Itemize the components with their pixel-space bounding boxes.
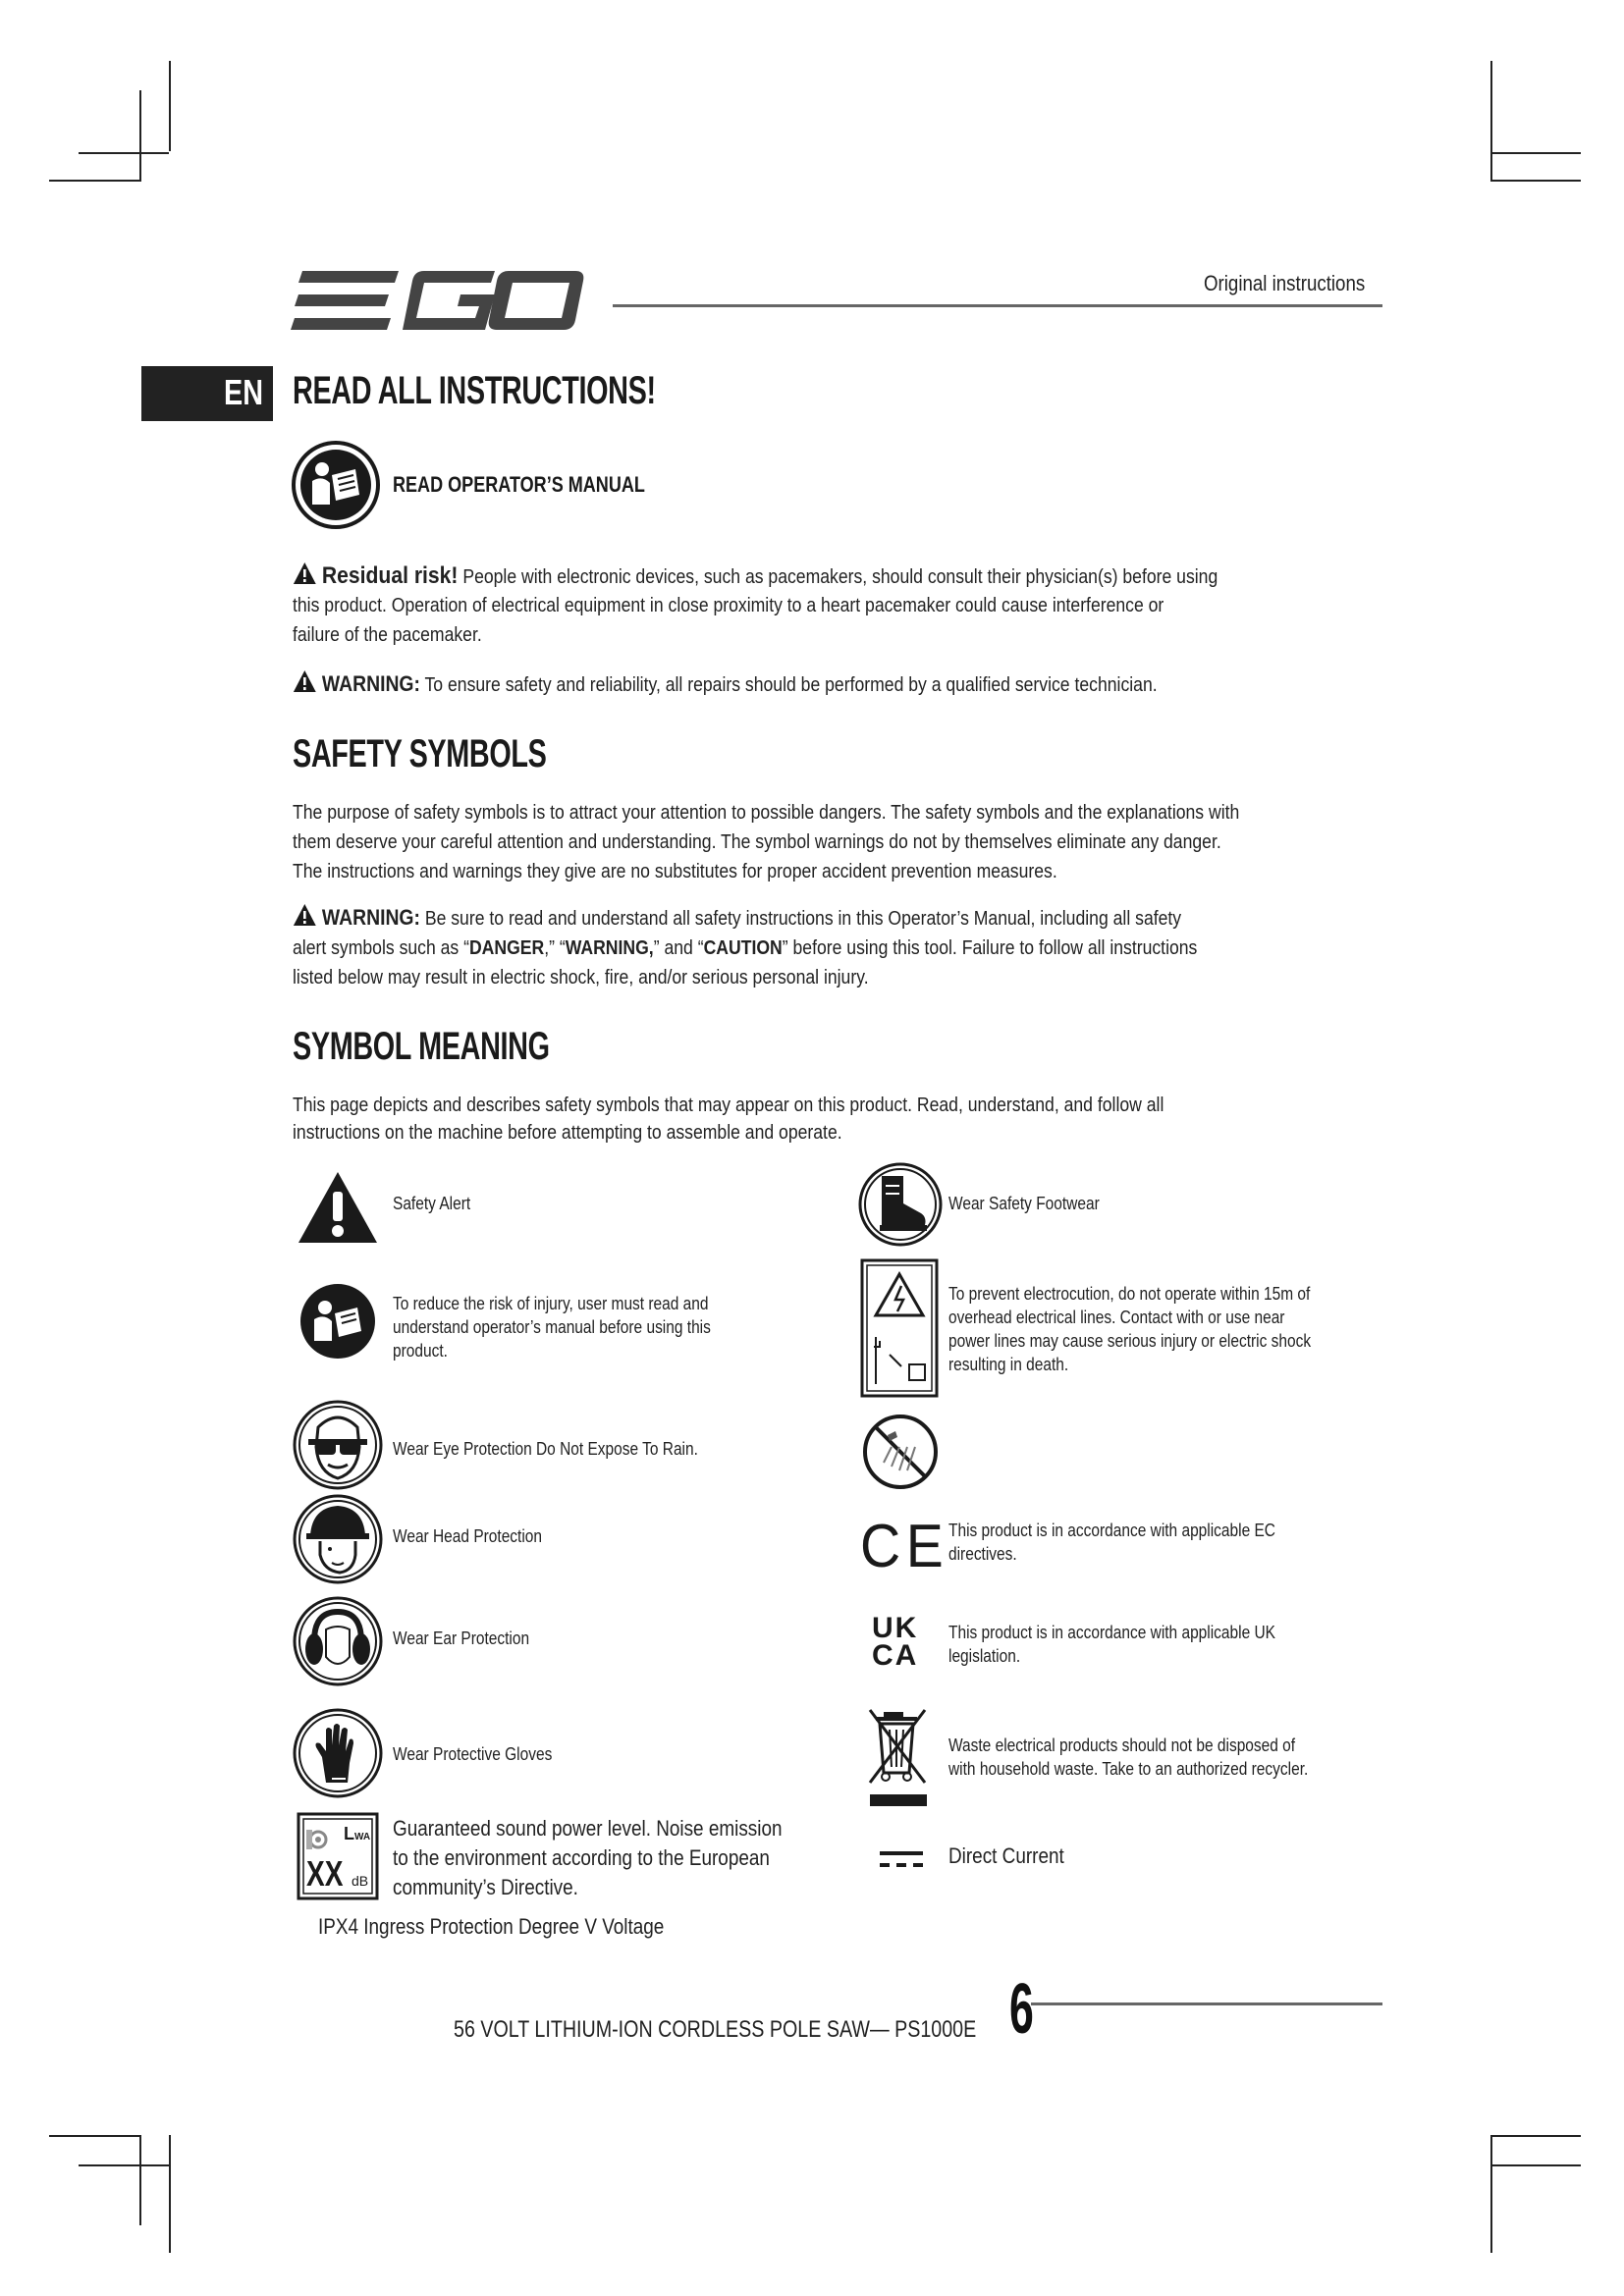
read-manual-label: READ OPERATOR’S MANUAL [393,472,645,497]
symbol-text-head-protection: Wear Head Protection [393,1526,543,1546]
ukca-mark-icon [870,1612,929,1677]
sound-xx: XX [306,1853,344,1894]
safety-warning-line1 [293,903,1181,934]
header-rule [613,304,1382,307]
safety-warning-line3: listed below may result in electric shock, fire, and/or serious personal injury. [293,967,869,988]
electrocution-icon [860,1258,939,1398]
crop-mark [1490,180,1581,182]
ear-protection-icon [293,1596,383,1686]
symbol-text-ukca: This product is in accordance with applicable UK legislation. [948,1623,1275,1666]
symbol-text-weee: Waste electrical products should not be disposed of with household waste. Take to an authorized recycler. [948,1735,1309,1779]
symbol-text-footwear: Wear Safety Footwear [948,1194,1100,1213]
crop-mark [1490,2135,1581,2137]
residual-risk-line1 [293,561,1218,592]
safety-para-line1: The purpose of safety symbols is to attract your attention to possible dangers. The safety symbols and the explanations with [293,802,1240,824]
footer-product: 56 VOLT LITHIUM-ION CORDLESS POLE SAW— PS1000E [454,2016,977,2043]
symbol-text-gloves: Wear Protective Gloves [393,1744,553,1764]
symbol-text-dc: Direct Current [948,1843,1064,1868]
sound-power-icon [297,1812,379,1900]
no-rain-icon [862,1414,939,1490]
ce-mark-icon [856,1512,949,1580]
sound-lwa-letter: L [344,1824,354,1843]
language-tab-label: EN [223,372,263,412]
symbol-text-sound-power: Guaranteed sound power level. Noise emission to the environment according to the European community’s Directive. [393,1816,783,1899]
meaning-para-line1: This page depicts and describes safety symbols that may appear on this product. Read, understand, and follow all [293,1095,1164,1116]
crop-mark [1490,61,1492,181]
symbol-text-ce: This product is in accordance with applicable EC directives. [948,1521,1275,1564]
section-title-read: READ ALL INSTRUCTIONS! [293,369,656,412]
crop-mark [49,180,141,182]
page-number: 6 [1009,1970,1034,2049]
read-manual-icon [298,1282,377,1361]
safety-warning-line2 [293,934,1197,963]
symbol-text-safety-alert: Safety Alert [393,1194,471,1213]
crop-mark [139,2135,141,2225]
text-fragment: ,” “ [544,937,566,959]
crop-mark [139,90,141,181]
footer-rule [1031,2002,1382,2005]
ukca-line1: UK [872,1612,919,1644]
sound-lwa-sub: WA [354,1832,371,1842]
ego-logo [291,267,585,336]
language-tab [141,366,273,421]
ce-mark-text: CE [860,1513,949,1580]
weee-bin-icon [864,1704,935,1810]
crop-mark [79,152,169,154]
crop-mark [1490,152,1581,154]
safety-alert-icon [297,1170,379,1245]
section-title-meaning: SYMBOL MEANING [293,1025,550,1068]
crop-mark [169,61,171,151]
safety-para-line2: them deserve your careful attention and understanding. The symbol warnings do not by themselves eliminate any danger. [293,831,1221,853]
caution-word: CAUTION [703,937,783,959]
warning-triangle-icon [293,561,317,585]
repair-warning [293,669,1158,700]
residual-risk-text: People with electronic devices, such as pacemakers, should consult their physician(s) before using [458,566,1218,588]
section-title-safety: SAFETY SYMBOLS [293,732,547,775]
residual-risk-line2: this product. Operation of electrical equipment in close proximity to a heart pacemaker could cause interference or [293,595,1164,616]
eye-protection-icon [293,1400,383,1490]
symbol-text-eye-protection: Wear Eye Protection Do Not Expose To Rain. [393,1439,698,1459]
sound-lwa [344,1824,370,1844]
safety-footwear-icon [858,1162,943,1247]
read-manual-icon [291,440,381,530]
sound-db: dB [352,1873,369,1889]
crop-mark [49,2135,141,2137]
meaning-para-line2: instructions on the machine before attempting to assemble and operate. [293,1122,842,1144]
crop-mark [79,2164,169,2166]
danger-word: DANGER [468,937,545,959]
residual-risk-line3: failure of the pacemaker. [293,624,482,646]
safety-warning-label: WARNING: [321,905,420,930]
warning-triangle-icon [293,669,317,693]
gloves-icon [293,1708,383,1798]
repair-warning-label: WARNING: [321,671,420,696]
symbol-text-electrocution: To prevent electrocution, do not operate within 15m of overhead electrical lines. Contact with or use near power lines may cause serious injury or electric shock resulting in death. [948,1284,1312,1374]
warning-triangle-icon [293,903,317,927]
residual-risk-label: Residual risk! [321,562,459,589]
safety-para-line3: The instructions and warnings they give are no substitutes for proper accident prevention measures. [293,861,1057,882]
head-protection-icon [293,1494,383,1584]
ukca-line2: CA [872,1639,919,1672]
crop-mark [1490,2135,1492,2253]
safety-warning-text: Be sure to read and understand all safety instructions in this Operator’s Manual, including all safety [419,908,1182,930]
ipx4-line: IPX4 Ingress Protection Degree V Voltage [318,1914,665,1939]
symbol-text-ear-protection: Wear Ear Protection [393,1629,530,1648]
warning-word: WARNING, [565,937,654,959]
repair-warning-text: To ensure safety and reliability, all repairs should be performed by a qualified service technician. [419,674,1158,696]
direct-current-icon [878,1849,925,1871]
text-fragment: alert symbols such as “ [293,937,469,959]
crop-mark [1490,2164,1581,2166]
text-fragment: ” and “ [653,937,704,959]
original-instructions: Original instructions [1204,271,1366,295]
text-fragment: ” before using this tool. Failure to follow all instructions [782,937,1198,959]
crop-mark [169,2135,171,2253]
symbol-text-read-manual: To reduce the risk of injury, user must read and understand operator’s manual before using this product. [393,1294,711,1361]
